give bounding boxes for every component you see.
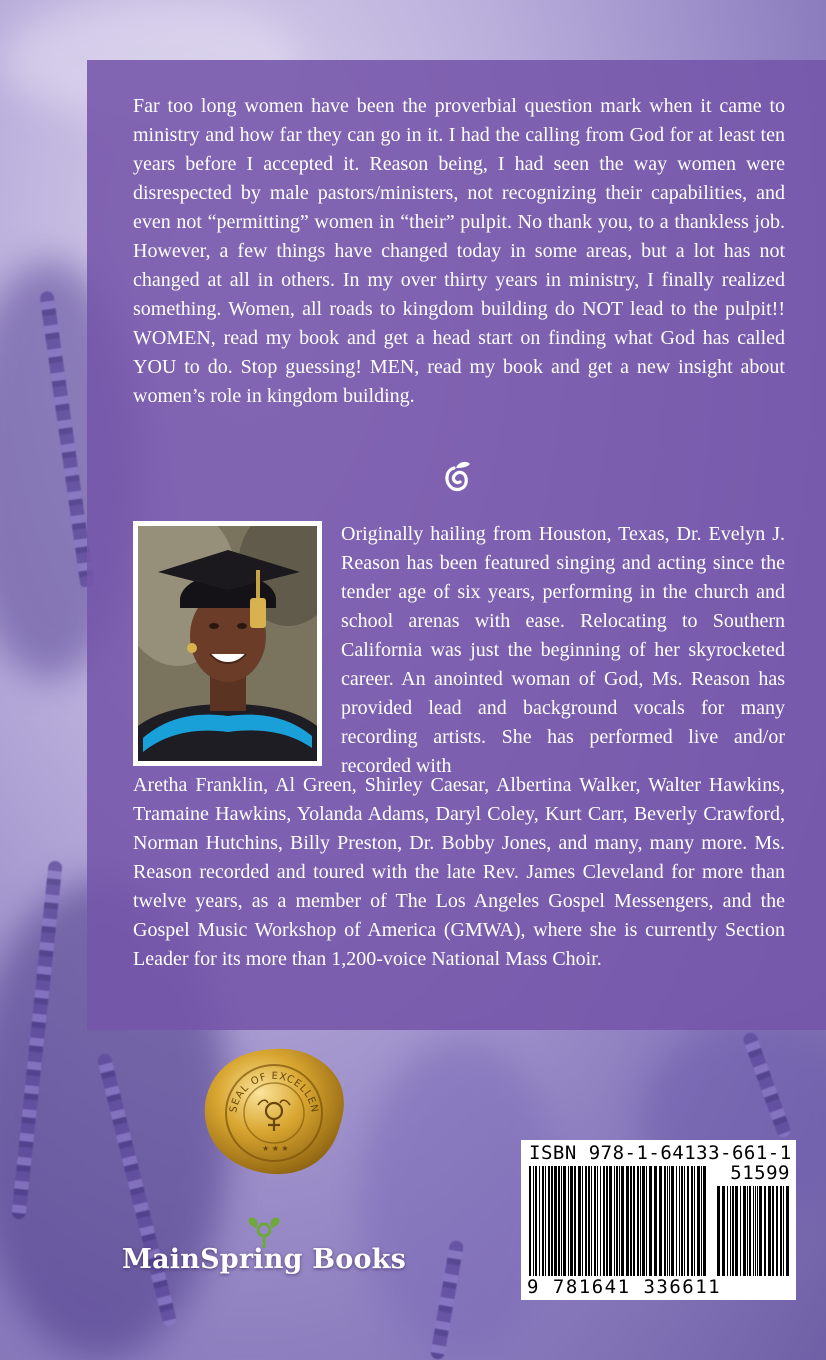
- isbn-barcode: [521, 1140, 796, 1300]
- publisher-logo: [118, 1222, 428, 1282]
- author-bio-rest: Aretha Franklin, Al Green, Shirley Caesar, Albertina Walker, Walter Hawkins, Tramaine Hawkins, Yolanda Adams, Daryl Coley, Kurt Carr, Beverly Crawford, Norman Hutchins, Billy Preston, Dr. Bobby Jones, and many, many more. Ms. Reason recorded and toured with the late Rev. James Cleveland for more than twelve years, as a member of The Los Angeles Gospel Messengers, and the Gospel Music Workshop of America (GMWA), where she is currently Section Leader for its more than 1,200-voice National Mass Choir.: [133, 774, 785, 970]
- svg-text:★ ★ ★: ★ ★ ★: [262, 1144, 289, 1153]
- seal-text: SEAL OF EXCELLEN: [228, 1070, 320, 1115]
- price-code: 51599: [730, 1162, 790, 1184]
- author-photo-frame: [133, 521, 322, 766]
- book-blurb: Far too long women have been the proverbial question mark when it came to ministry and how far they can go in it. I had the calling from God for at least ten years before I accepted it. Reason being, I had seen the way women were disrespected by male pastors/ministers, not recognizing their capabilities, and even not “permitting” women in “their” pulpit. No thank you, to a thankless job. However, a few things have changed today in some areas, but a lot has not changed at all in others. In my over thirty years in ministry, I finally realized something. Women, all roads to kingdom building do NOT lead to the pulpit!! WOMEN, read my book and get a head start on finding what God has called YOU to do. Stop guessing! MEN, read my book and get a new insight about women’s role in kingdom building.: [133, 95, 785, 407]
- ornament-icon: [440, 458, 476, 494]
- ean-barcode-bars: [529, 1166, 709, 1276]
- seal-of-excellence-icon: [200, 1045, 348, 1177]
- isbn-number: ISBN 978-1-64133-661-1: [529, 1142, 792, 1164]
- author-bio-first: Originally hailing from Houston, Texas, Dr. Evelyn J. Reason has been featured singing and acting since the tender age of six years, performing in the church and school arenas with ease. Relocating to Southern California was just the beginning of her skyrocketed career. An anointed woman of God, Ms. Reason has provided lead and background vocals for many recording artists. She has performed live and/or recorded with: [341, 523, 785, 777]
- publisher-name: MainSpring Books: [122, 1244, 406, 1275]
- author-photo: [138, 526, 317, 761]
- ean-number: 9 781641 336611: [527, 1276, 722, 1298]
- price-barcode-bars: [717, 1186, 789, 1276]
